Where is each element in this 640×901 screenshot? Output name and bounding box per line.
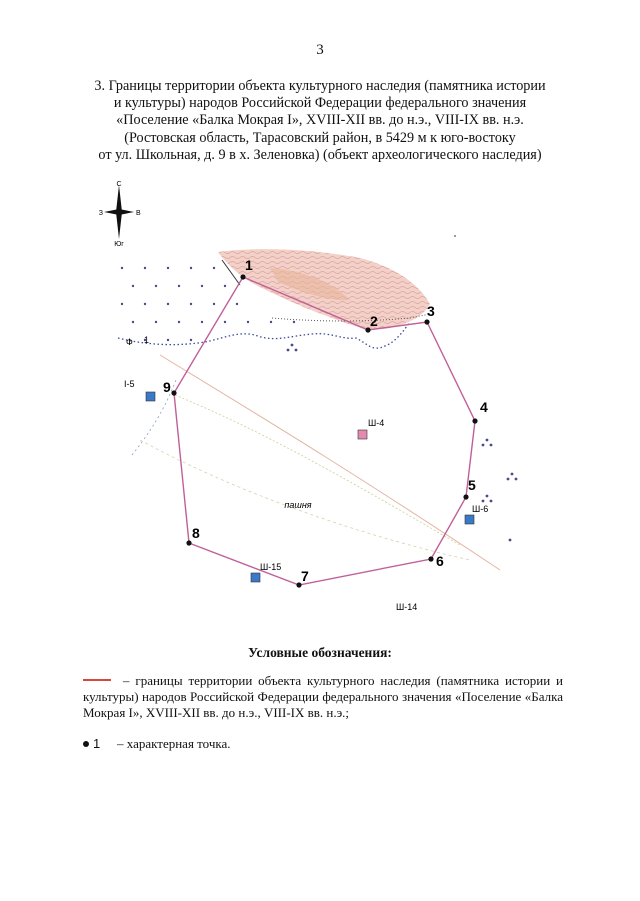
compass-east: В	[136, 210, 141, 217]
boundary-point-marker	[472, 418, 477, 423]
heading-line: «Поселение «Балка Мокрая I», XVIII-XII вв. до н.э., VIII-IX вв. н.э.	[116, 112, 524, 129]
pit-label: Ш-4	[368, 418, 385, 428]
pit-label: Ш-6	[472, 504, 489, 514]
legend-title: Условные обозначения:	[248, 645, 392, 660]
boundary-point-marker	[463, 494, 468, 499]
boundary-point-label: 9	[163, 379, 171, 395]
boundary-point-label: 4	[480, 399, 488, 415]
page-number: 3	[316, 42, 324, 58]
boundary-point-marker	[240, 274, 245, 279]
boundary-point-label: 2	[370, 313, 378, 329]
legend-boundary-description: – границы территории объекта культурного наследия (памятника истории и культуры) народов Российской Федерации федерального значения «Поселение «Балка Мокрая I», XVIII-XII вв. до н.э., VIII-IX вв. н.э.;	[83, 673, 563, 720]
legend-point-description: – характерная точка.	[117, 736, 231, 751]
site-boundary	[174, 277, 475, 585]
pit-label: I-5	[124, 379, 135, 389]
pit-marker	[251, 573, 260, 582]
heading-line: и культуры) народов Российской Федерации федерального значения	[113, 95, 527, 112]
boundary-point-label: 7	[301, 568, 309, 584]
compass-rose	[99, 181, 141, 248]
pit-label: Ш-14	[396, 602, 418, 610]
heading-line: 3. Границы территории объекта культурного наследия (памятника истории	[94, 78, 546, 94]
legend-point-number: 1	[93, 736, 101, 751]
boundary-point-label: 1	[245, 257, 253, 273]
pit-marker	[358, 430, 367, 439]
legend-boundary-text	[83, 673, 563, 721]
pit-marker	[146, 392, 155, 401]
compass-north: С	[116, 181, 122, 188]
boundary-point-label: 8	[192, 525, 200, 541]
field-label: пашня	[284, 500, 312, 510]
point-marker-icon	[83, 741, 89, 747]
boundary-point-label: 3	[427, 303, 435, 319]
heading-line: от ул. Школьная, д. 9 в х. Зеленовка) (объект археологического наследия)	[98, 146, 542, 163]
pit-label: Ш-15	[260, 562, 282, 572]
pit-marker	[465, 515, 474, 524]
document-heading	[60, 78, 580, 164]
heading-line: (Ростовская область, Тарасовский район, в 5429 м к юго-востоку	[124, 129, 516, 146]
marker-label-1: 1	[144, 335, 150, 345]
boundary-point-label: 6	[436, 553, 444, 569]
marker-label-f: Ф	[126, 337, 133, 347]
compass-west: З	[98, 210, 103, 217]
compass-south: Юг	[114, 241, 124, 248]
boundary-point-marker	[424, 319, 429, 324]
boundary-point-label: 5	[468, 477, 476, 493]
boundary-point-marker	[171, 390, 176, 395]
site-boundary-map	[0, 170, 640, 610]
boundary-point-marker	[186, 540, 191, 545]
boundary-point-marker	[428, 556, 433, 561]
